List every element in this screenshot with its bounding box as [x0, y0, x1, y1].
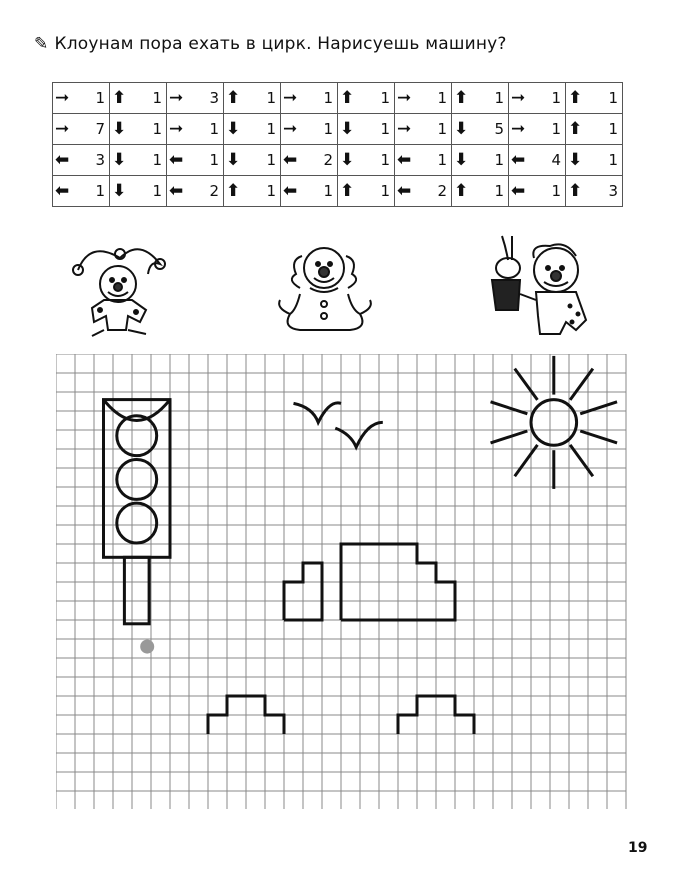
step-count: 1 — [366, 114, 395, 145]
arrow-down-icon: ⬇ — [110, 176, 139, 207]
step-count: 1 — [480, 145, 509, 176]
step-count: 1 — [309, 83, 338, 114]
sun-ray — [580, 402, 617, 414]
arrow-right-icon: ➞ — [167, 114, 196, 145]
arrow-right-icon: ➞ — [509, 83, 538, 114]
step-count: 1 — [480, 176, 509, 207]
step-count: 1 — [138, 145, 167, 176]
arrow-down-icon: ⬇ — [338, 114, 367, 145]
arrow-right-icon: ➞ — [53, 83, 82, 114]
dictation-row — [53, 145, 623, 176]
arrow-right-icon: ➞ — [395, 83, 424, 114]
step-count: 1 — [594, 83, 623, 114]
arrow-left-icon: ⬅ — [167, 176, 196, 207]
arrow-right-icon: ➞ — [281, 83, 310, 114]
jester-clown-icon — [73, 249, 165, 336]
step-count: 1 — [195, 114, 224, 145]
arrow-down-icon: ⬇ — [566, 145, 595, 176]
arrow-left-icon: ⬅ — [395, 176, 424, 207]
step-count: 2 — [309, 145, 338, 176]
step-count: 1 — [480, 83, 509, 114]
arrow-left-icon: ⬅ — [281, 176, 310, 207]
step-count: 1 — [252, 145, 281, 176]
instruction-text: Клоунам пора ехать в цирк. Нарисуешь машину? — [54, 34, 507, 54]
arrow-down-icon: ⬇ — [224, 114, 253, 145]
step-count: 1 — [366, 176, 395, 207]
step-count: 4 — [537, 145, 566, 176]
step-count: 1 — [537, 114, 566, 145]
step-count: 1 — [537, 83, 566, 114]
step-count: 1 — [195, 145, 224, 176]
arrow-right-icon: ➞ — [53, 114, 82, 145]
step-count: 1 — [423, 83, 452, 114]
sun-ray — [515, 445, 538, 476]
step-count: 1 — [252, 83, 281, 114]
bird-icon — [335, 422, 383, 447]
magician-clown-icon — [492, 236, 586, 334]
bird-icon — [294, 403, 342, 423]
arrow-up-icon: ⬆ — [224, 176, 253, 207]
step-count: 1 — [423, 145, 452, 176]
arrow-left-icon: ⬅ — [167, 145, 196, 176]
arrow-left-icon: ⬅ — [53, 145, 82, 176]
arrow-left-icon: ⬅ — [509, 145, 538, 176]
step-count: 1 — [366, 83, 395, 114]
step-count: 1 — [81, 176, 110, 207]
step-count: 1 — [594, 145, 623, 176]
arrow-up-icon: ⬆ — [110, 83, 139, 114]
arrow-right-icon: ➞ — [281, 114, 310, 145]
drawing-grid[interactable] — [56, 354, 629, 813]
start-dot — [140, 640, 154, 654]
arrow-right-icon: ➞ — [509, 114, 538, 145]
step-count: 1 — [252, 176, 281, 207]
step-count: 1 — [138, 176, 167, 207]
arrow-down-icon: ⬇ — [224, 145, 253, 176]
step-count: 1 — [81, 83, 110, 114]
page-number: 19 — [628, 840, 648, 856]
dictation-table — [52, 82, 623, 207]
step-count: 1 — [138, 83, 167, 114]
arrow-up-icon: ⬆ — [452, 176, 481, 207]
step-count: 3 — [195, 83, 224, 114]
arrow-down-icon: ⬇ — [452, 114, 481, 145]
arrow-down-icon: ⬇ — [110, 145, 139, 176]
sun-ray — [491, 402, 528, 414]
arrow-left-icon: ⬅ — [53, 176, 82, 207]
step-count: 3 — [81, 145, 110, 176]
arrow-right-icon: ➞ — [395, 114, 424, 145]
arrow-down-icon: ⬇ — [452, 145, 481, 176]
sun-ray — [580, 431, 617, 443]
step-count: 1 — [537, 176, 566, 207]
step-count: 7 — [81, 114, 110, 145]
step-count: 5 — [480, 114, 509, 145]
pencil-icon: ✎ — [34, 34, 49, 54]
step-count: 2 — [195, 176, 224, 207]
arrow-up-icon: ⬆ — [224, 83, 253, 114]
step-count: 3 — [594, 176, 623, 207]
step-count: 1 — [252, 114, 281, 145]
sun-ray — [570, 445, 593, 476]
arrow-up-icon: ⬆ — [566, 114, 595, 145]
arrow-right-icon: ➞ — [167, 83, 196, 114]
arrow-up-icon: ⬆ — [566, 83, 595, 114]
step-count: 1 — [138, 114, 167, 145]
step-count: 1 — [366, 145, 395, 176]
sun-ray — [491, 431, 528, 443]
step-count: 1 — [594, 114, 623, 145]
grid-canvas[interactable] — [56, 354, 629, 809]
clown-illustrations — [0, 230, 674, 340]
dictation-row — [53, 83, 623, 114]
step-count: 2 — [423, 176, 452, 207]
arrow-down-icon: ⬇ — [110, 114, 139, 145]
instruction-title — [34, 34, 507, 54]
arrow-left-icon: ⬅ — [281, 145, 310, 176]
arrow-up-icon: ⬆ — [338, 83, 367, 114]
arrow-up-icon: ⬆ — [338, 176, 367, 207]
dictation-row — [53, 114, 623, 145]
dictation-row — [53, 176, 623, 207]
arrow-down-icon: ⬇ — [338, 145, 367, 176]
arrow-up-icon: ⬆ — [566, 176, 595, 207]
sun-icon — [531, 400, 577, 446]
step-count: 1 — [309, 114, 338, 145]
sitting-clown-icon — [279, 248, 371, 330]
arrow-left-icon: ⬅ — [395, 145, 424, 176]
arrow-left-icon: ⬅ — [509, 176, 538, 207]
step-count: 1 — [309, 176, 338, 207]
arrow-up-icon: ⬆ — [452, 83, 481, 114]
traffic-light-pole — [124, 557, 149, 624]
step-count: 1 — [423, 114, 452, 145]
